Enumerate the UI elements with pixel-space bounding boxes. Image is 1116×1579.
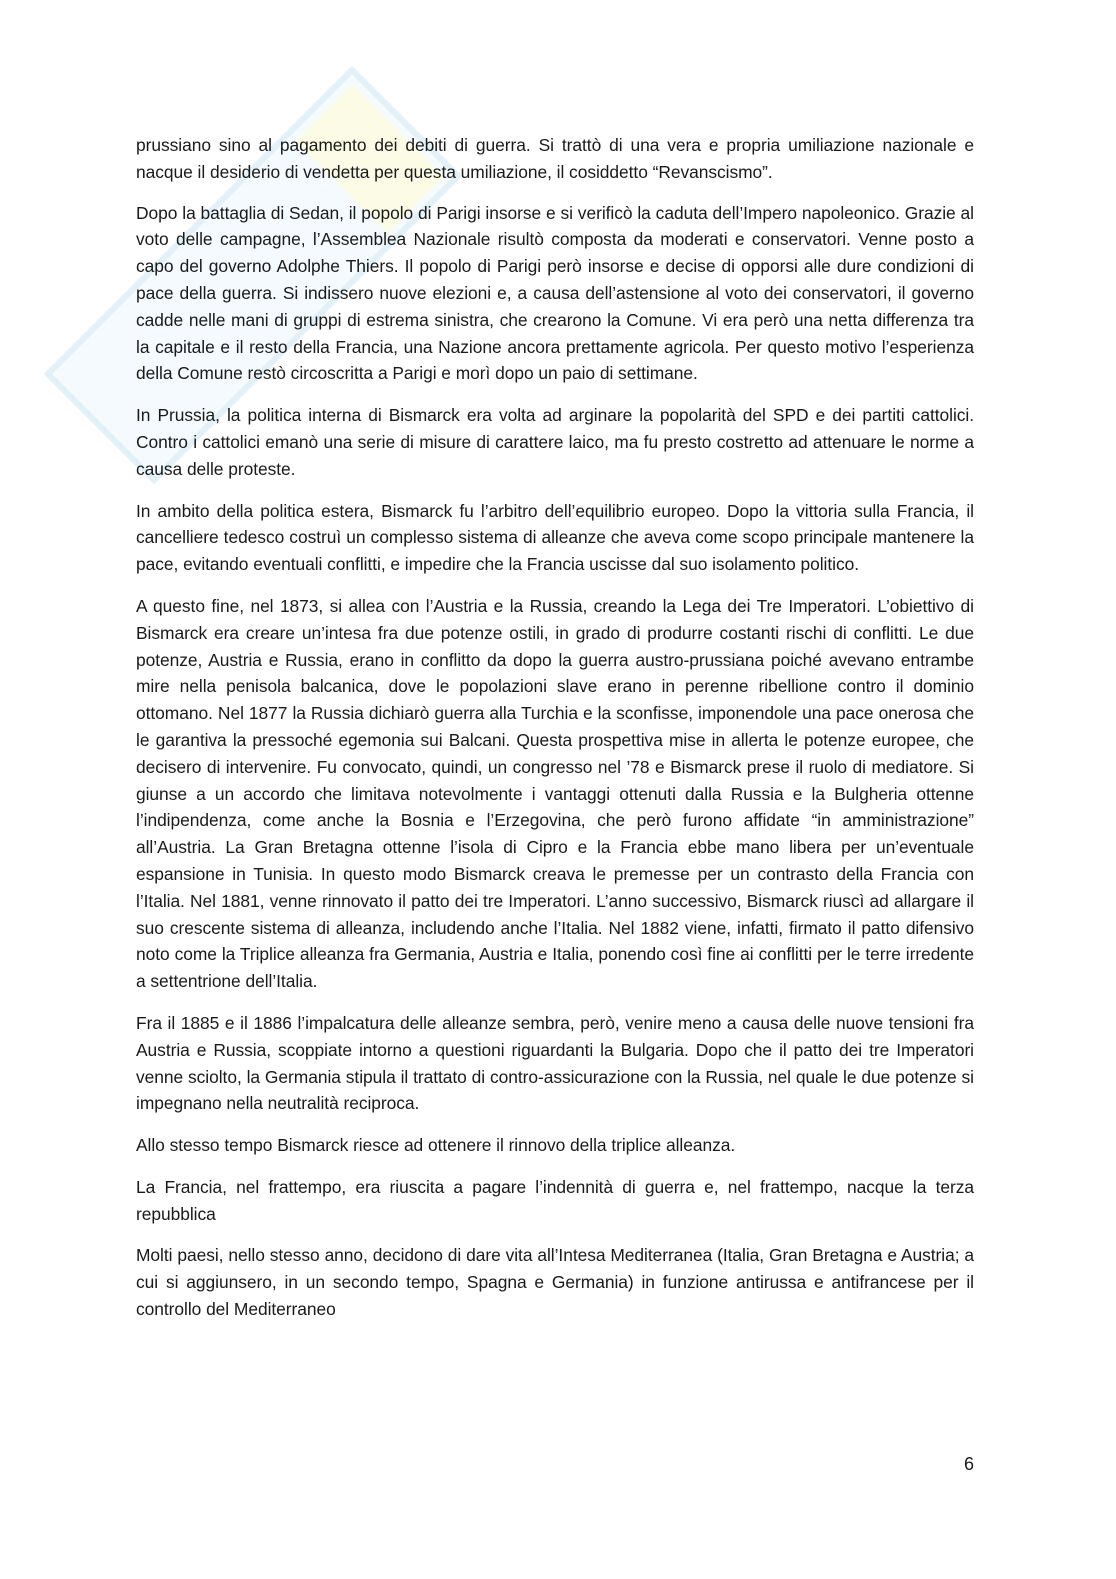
paragraph-intesa-mediterranea: Molti paesi, nello stesso anno, decidono di dare vita all’Intesa Mediterranea (Italia, Gran Bretagna e Austria; a cui si aggiunsero, in un secondo tempo, Spagna e Germania) in funzione antirussa e antifrancese per il controllo del Mediterraneo [136,1245,974,1320]
document-body [136,132,974,1338]
paragraph-politica-interna: In Prussia, la politica interna di Bismarck era volta ad arginare la popolarità del SPD e dei partiti cattolici. Contro i cattolici emanò una serie di misure di carattere laico, ma fu presto costretto ad attenuare le norme a causa delle proteste. [136,405,974,479]
paragraph-contro-assicurazione: Fra il 1885 e il 1886 l’impalcatura delle alleanze sembra, però, venire meno a causa delle nuove tensioni fra Austria e Russia, scoppiate intorno a questioni riguardanti la Bulgaria. Dopo che il patto dei tre Imperatori venne sciolto, la Germania stipula il trattato di contro-assicurazione con la Russia, nel quale le due potenze si impegnano nella neutralità reciproca. [136,1012,974,1114]
paragraph-comune: Dopo la battaglia di Sedan, il popolo di Parigi insorse e si verificò la caduta dell’Impero napoleonico. Grazie al voto delle campagne, l’Assemblea Nazionale risultò composta da moderati e conservatori. Venne posto a capo del governo Adolphe Thiers. Il popolo di Parigi però insorse e decise di opporsi alle dure condizioni di pace della guerra. Si indissero nuove elezioni e, a causa dell’astensione al voto dei conservatori, il governo cadde nelle mani di gruppi di estrema sinistra, che crearono la Comune. Vi era però una netta differenza tra la capitale e il resto della Francia, una Nazione ancora prettamente agricola. Per questo motivo l’esperienza della Comune restò circoscritta a Parigi e morì dopo un paio di settimane. [136,202,974,384]
paragraph-lega-tre-imperatori: A questo fine, nel 1873, si allea con l’Austria e la Russia, creando la Lega dei Tre Imperatori. L’obiettivo di Bismarck era creare un’intesa fra due potenze ostili, in grado di produrre costanti rischi di conflitti. Le due potenze, Austria e Russia, erano in conflitto da dopo la guerra austro-prussiana poiché avevano entrambe mire nella penisola balcanica, dove le popolazioni slave erano in perenne ribellione contro il dominio ottomano. Nel 1877 la Russia dichiarò guerra alla Turchia e la sconfisse, imponendole una pace onerosa che le garantiva la pressoché egemonia sui Balcani. Questa prospettiva mise in allerta le potenze europee, che decisero di intervenire. Fu convocato, quindi, un congresso nel ’78 e Bismarck prese il ruolo di mediatore. Si giunse a un accordo che limitava notevolmente i vantaggi ottenuti dalla Russia e la Bulgheria ottenne l’indipendenza, come anche la Bosnia e l’Erzegovina, che però furono affidate “in amministrazione” all’Austria. La Gran Bretagna ottenne l’isola di Cipro e la Francia ebbe mano libera per un’eventuale espansione in Tunisia. In questo modo Bismarck creava le premesse per un contrasto della Francia con l’Italia. Nel 1881, venne rinnovato il patto dei tre Imperatori. L’anno successivo, Bismarck riuscì ad allargare il suo crescente sistema di alleanza, includendo anche l’Italia. Nel 1882 viene, infatti, firmato il patto difensivo noto come la Triplice alleanza fra Germania, Austria e Italia, ponendo così fine ai conflitti per le terre irredente a settentrione dell’Italia. [136,595,974,992]
page-number: 6 [963,1454,974,1474]
paragraph-terza-repubblica: La Francia, nel frattempo, era riuscita a pagare l’indennità di guerra e, nel frattempo, nacque la terza repubblica [136,1176,974,1224]
paragraph-rinnovo-triplice: Allo stesso tempo Bismarck riesce ad ottenere il rinnovo della triplice alleanza. [136,1135,736,1156]
paragraph-revanscismo: prussiano sino al pagamento dei debiti di guerra. Si trattò di una vera e propria umiliazione nazionale e nacque il desiderio di vendetta per questa umiliazione, il cosiddetto “Revanscismo”. [136,135,974,182]
paragraph-politica-estera: In ambito della politica estera, Bismarck fu l’arbitro dell’equilibrio europeo. Dopo la vittoria sulla Francia, il cancelliere tedesco costruì un complesso sistema di alleanze che aveva come scopo principale mantenere la pace, evitando eventuali conflitti, e impedire che la Francia uscisse dal suo isolamento politico. [136,500,974,575]
